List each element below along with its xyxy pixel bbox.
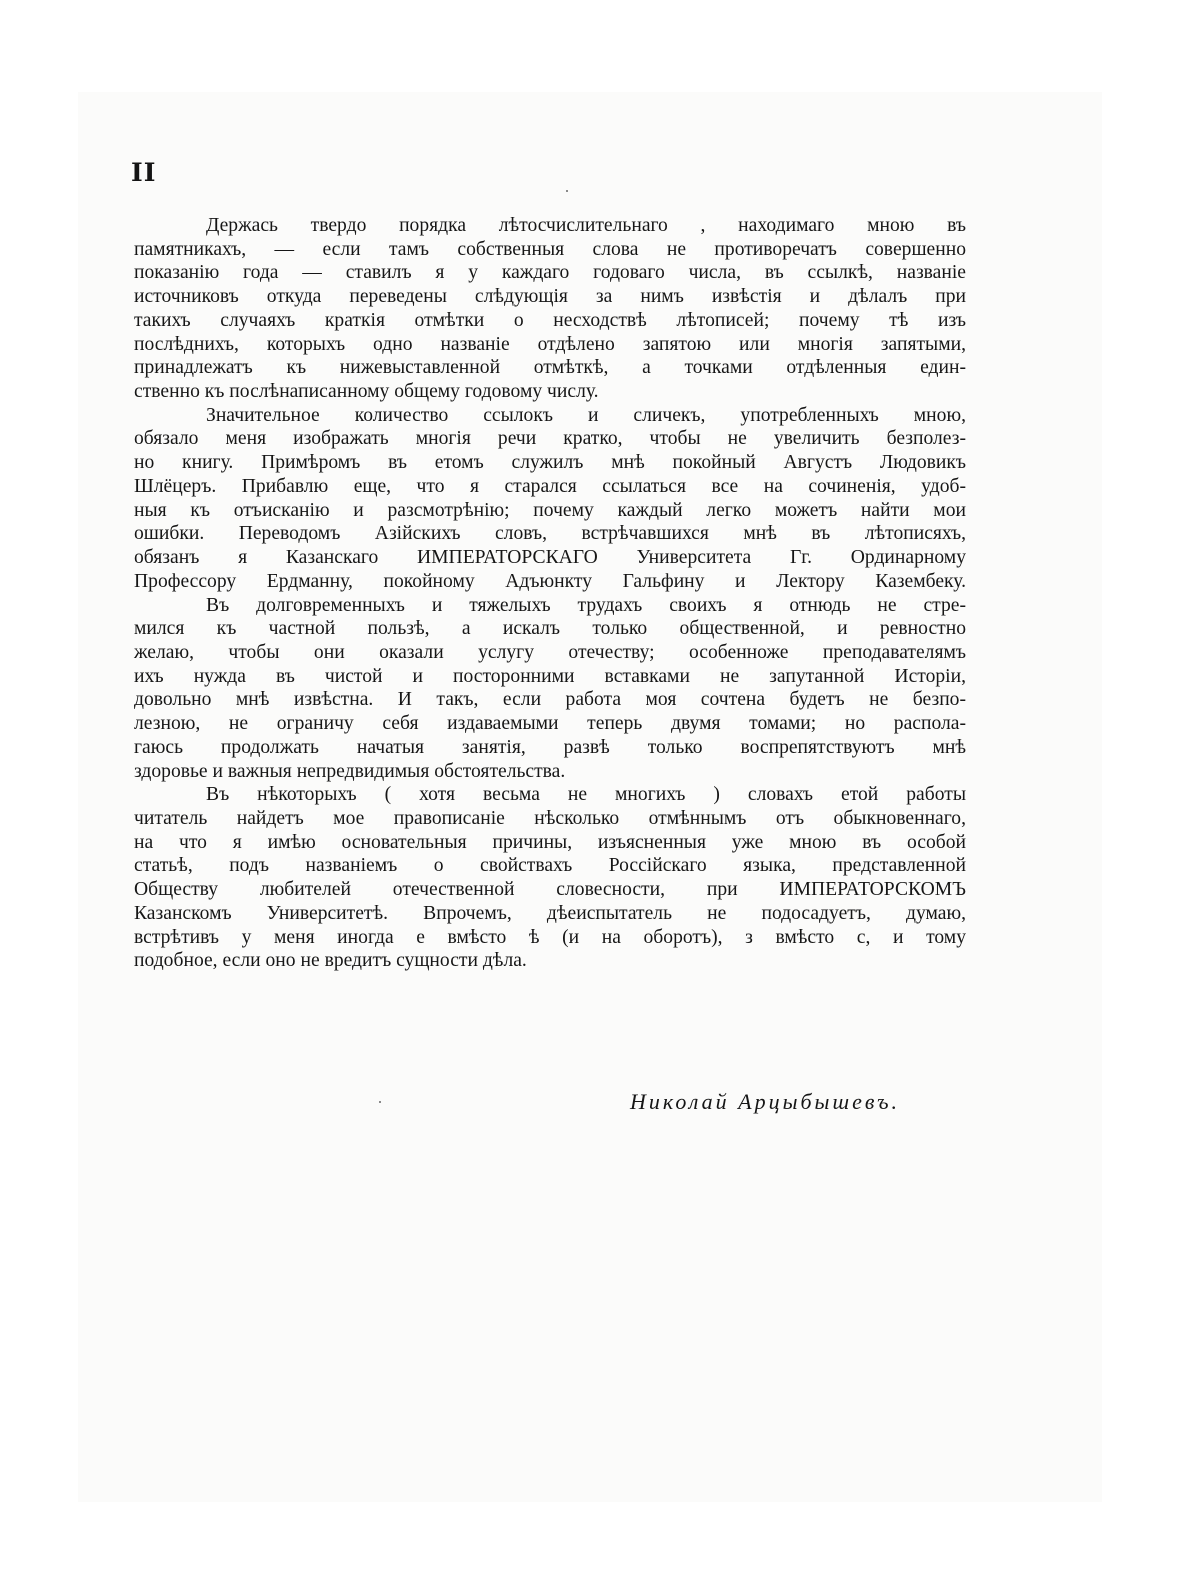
text-line: Въ нѣкоторыхъ ( хотя весьма не многихъ ) словахъ етой работы [206,784,966,806]
author-signature: Николай Арцыбышевъ. [630,1089,901,1114]
text-line: статьѣ, подъ названіемъ о свойствахъ Россійскаго языка, представленной [134,855,966,877]
text-line: подобное, если оно не вредитъ сущности дѣла. [134,950,527,972]
scan-speck [379,1101,381,1103]
text-line: Держась твердо порядка лѣтосчислительнаго , находимаго мною въ [206,215,966,236]
text-line: ихъ нужда въ чистой и посторонними вставками не запутанной Исторіи, [134,665,966,687]
text-line: читатель найдетъ мое правописаніе нѣсколько отмѣннымъ отъ обыкновеннаго, [134,807,966,829]
text-line: обязало меня изображать многія речи кратко, чтобы не увеличить безполез- [134,428,966,450]
text-line: ныя къ отъисканію и разсмотрѣнію; почему каждый легко можетъ найти мои [134,499,966,521]
paragraph-2 [134,404,966,594]
text-line: мился къ частной пользѣ, а искалъ только общественной, и ревностно [134,618,966,640]
text-line: Значительное количество ссылокъ и сличекъ, употребленныхъ мною, [206,404,966,426]
text-line: источниковъ откуда переведены слѣдующія за нимъ извѣстія и дѣлалъ при [134,286,966,308]
text-line: Въ долговременныхъ и тяжелыхъ трудахъ своихъ я отнюдь не стре- [206,594,966,616]
paragraph-3 [134,594,966,784]
text-line: на что я имѣю основательныя причины, изъясненныя уже мною въ особой [134,831,966,853]
text-line: показанію года — ставилъ я у каждаго годоваго числа, въ ссылкѣ, названіе [134,262,966,284]
text-line: Обществу любителей отечественной словесности, при ИМПЕРАТОРСКОМЪ [134,879,966,901]
text-line: но книгу. Примѣромъ въ етомъ служилъ мнѣ покойный Августъ Людовикъ [134,452,966,474]
text-line: гаюсь продолжать начатыя занятія, развѣ только воспрепятствуютъ мнѣ [134,736,966,758]
text-line: обязанъ я Казанскаго ИМПЕРАТОРСКАГО Университета Гг. Ординарному [134,547,966,569]
body-text [134,214,966,973]
text-line: Профессору Ердманну, покойному Адъюнкту Гальфину и Лектору Казембеку. [134,570,966,592]
text-line: лезною, не ограничу себя издаваемыми теперь двумя томами; но распола- [134,713,966,735]
text-line: встрѣтивъ у меня иногда е вмѣсто ѣ (и на оборотъ), з вмѣсто с, и тому [134,926,966,948]
paragraph-4 [134,783,966,973]
text-line: Шлёцеръ. Прибавлю еще, что я старался ссылаться все на сочиненія, удоб- [134,475,966,497]
text-line: желаю, чтобы они оказали услугу отечеству; особенноже преподавателямъ [134,641,966,663]
scan-speck [566,190,568,192]
text-line: довольно мнѣ извѣстна. И такъ, если работа моя сочтена будетъ не безпо- [134,689,966,711]
text-line: принадлежатъ къ нижевыставленной отмѣткѣ, а точками отдѣленныя един- [134,357,966,379]
text-line: ственно къ послѣнаписанному общему годовому числу. [134,381,599,403]
page-number: II [131,158,157,187]
text-line: такихъ случаяхъ краткія отмѣтки о несходствѣ лѣтописей; почему тѣ изъ [134,309,966,331]
text-line: Казанскомъ Университетѣ. Впрочемъ, дѣеиспытатель не подосадуетъ, думаю, [134,902,966,924]
text-line: послѣднихъ, которыхъ одно названіе отдѣлено запятою или многія запятыми, [134,333,966,355]
text-line: ошибки. Переводомъ Азійскихъ словъ, встрѣчавшихся мнѣ въ лѣтописяхъ, [134,523,966,545]
paragraph-1 [134,214,966,404]
text-line: здоровье и важныя непредвидимыя обстоятельства. [134,760,566,782]
text-line: памятникахъ, — если тамъ собственныя слова не противоречатъ совершенно [134,238,966,260]
